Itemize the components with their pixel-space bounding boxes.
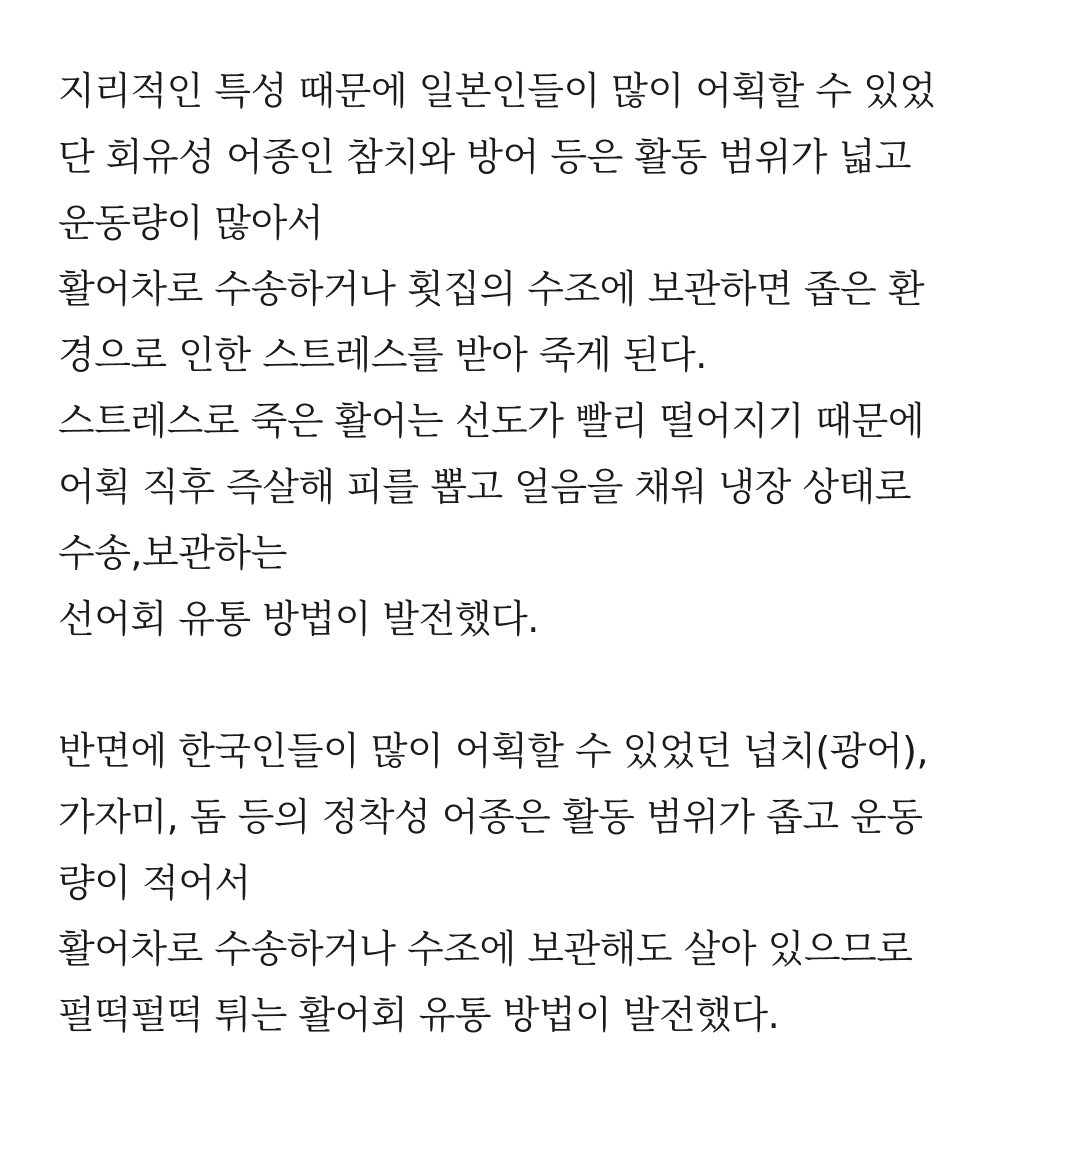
text-line: 선어회 유통 방법이 발전했다. [58,597,539,641]
text-line: 지리적인 특성 때문에 일본인들이 많이 어획할 수 있었 [58,69,936,113]
text-line: 량이 적어서 [58,861,251,905]
text-line: 활어차로 수송하거나 횟집의 수조에 보관하면 좁은 환 [58,267,925,311]
text-line: 가자미, 돔 등의 정착성 어종은 활동 범위가 좁고 운동 [58,795,923,839]
paragraph-japanese-distribution [58,58,1058,652]
text-line: 어획 직후 즉살해 피를 뽑고 얼음을 채워 냉장 상태로 [58,465,912,509]
text-line: 경으로 인한 스트레스를 받아 죽게 된다. [58,333,707,377]
text-line: 스트레스로 죽은 활어는 선도가 빨리 떨어지기 때문에 [58,399,925,443]
text-line: 펄떡펄떡 튀는 활어회 유통 방법이 발전했다. [58,993,780,1037]
paragraph-korean-distribution [58,718,1058,1048]
text-line: 수송,보관하는 [58,531,287,575]
document-body [58,58,1058,1048]
text-line: 단 회유성 어종인 참치와 방어 등은 활동 범위가 넓고 [58,135,912,179]
text-line: 활어차로 수송하거나 수조에 보관해도 살아 있으므로 [58,927,913,971]
text-line: 반면에 한국인들이 많이 어획할 수 있었던 넙치(광어), [58,729,929,773]
text-line: 운동량이 많아서 [58,201,324,245]
